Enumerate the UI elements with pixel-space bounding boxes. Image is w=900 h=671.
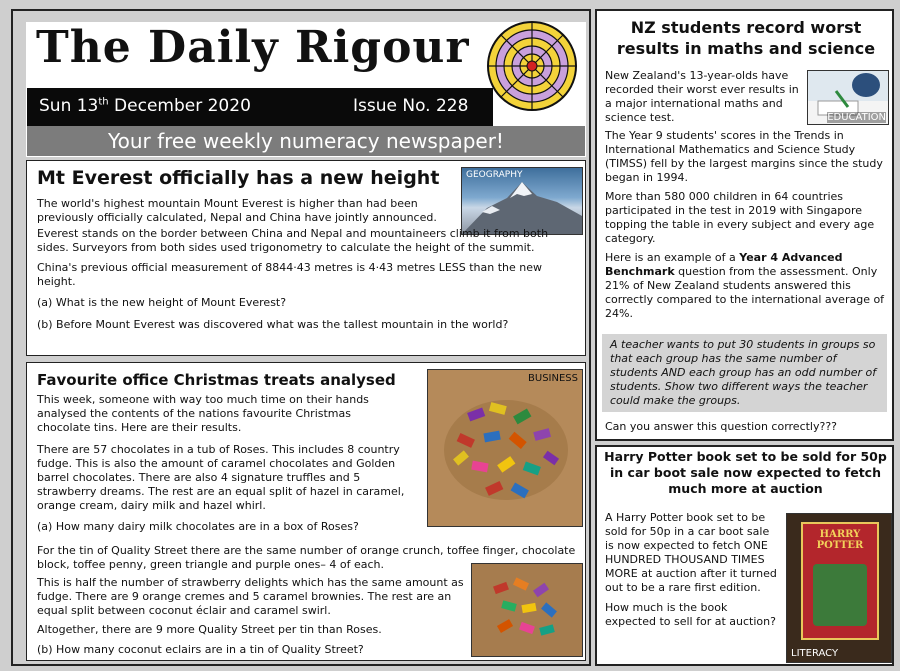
nz-article [595,9,894,441]
book-illustration [813,564,867,626]
potter-paragraph-1: A Harry Potter book set to be sold for 50p in a car boot sale is now expected to fetch ONE HUNDRED THOUSAND TIMES MORE at auction after it turned out to be a rare first edition. [605,511,777,594]
christmas-paragraph-1: This week, someone with way too much time on their hands analysed the contents of the nations favourite Christmas chocolate tins. Here are their results. [37,393,369,434]
nz-paragraph-1: New Zealand's 13-year-olds have recorded their worst ever results in a major international maths and science test. [605,69,799,124]
issue-number: Issue No. 228 [353,96,469,116]
nz-question-text: A teacher wants to put 30 students in groups so that each group has the same number of students AND each group has an odd number of students. Show two different ways the teacher could make the groups. [610,338,877,407]
christmas-paragraph-3: For the tin of Quality Street there are the same number of orange crunch, toffee finger, chocolate block, toffee penny, green triangle and purple ones– 4 of each. [37,544,576,571]
education-tag: EDUCATION [827,112,886,123]
date-issue-bar [27,88,493,126]
literacy-tag: LITERACY [791,648,839,659]
nz-closing-question: Can you answer this question correctly??? [605,420,838,433]
roses-image [427,369,583,527]
quality-street-image [471,563,583,657]
christmas-paragraph-2: There are 57 chocolates in a tub of Roses. This includes 8 country fudge. This is also the amount of caramel chocolates and Golden barrel chocolates. There are also 4 signature truffles and 5 strawberry dreams. The rest are an equal split of hazel in caramel, orange cream, dairy milk and hazel whirl. [37,443,405,512]
christmas-paragraph-4: This is half the number of strawberry delights which has the same amount as fudge. There are 9 orange cremes and 5 caramel brownies. The rest are an equal split between coconut éclair and caramel swirl. [37,576,464,617]
date-day: Sun 13 [39,96,99,116]
potter-book-image [786,513,892,663]
everest-paragraph-1: The world's highest mountain Mount Everest is higher than had been previously officially calculated, Nepal and China have jointly announced. [37,197,437,224]
book-title: HARRY POTTER [816,529,864,551]
potter-question: How much is the book expected to sell for at auction? [605,601,776,628]
christmas-question-b: (b) How many coconut eclairs are in a tin of Quality Street? [37,643,364,656]
everest-image [461,167,583,235]
nz-benchmark-label: Year 4 Advanced Benchmark [605,251,843,278]
potter-headline: Harry Potter book set to be sold for 50p in car boot sale now expected to fetch much more at auction [604,449,887,496]
masthead-title: The Daily Rigour [36,22,470,73]
nz-headline: NZ students record worst results in maths and science [616,18,876,58]
dartboard-icon [484,16,580,116]
everest-question-b: (b) Before Mount Everest was discovered what was the tallest mountain in the world? [37,318,509,331]
issue-date [39,96,251,116]
everest-paragraph-2: Everest stands on the border between China and Nepal and mountaineers climb it from both sides. Surveyors from both sides used trigonometry to calculate the height of the summit. [37,227,549,254]
education-image [807,70,889,125]
christmas-question-a: (a) How many dairy milk chocolates are in a box of Roses? [37,520,359,533]
nz-paragraph-4-end: question from the assessment. Only 21% of New Zealand students answered this correctly compared to the international average of 24%. [605,265,885,320]
geography-tag: GEOGRAPHY [466,170,523,180]
business-tag: BUSINESS [528,373,578,384]
nz-paragraph-2: The Year 9 students' scores in the Trends in International Mathematics and Science Study (TIMSS) fell by the largest margins since the study began in 1994. [605,129,883,184]
everest-headline: Mt Everest officially has a new height [37,167,440,189]
potter-article [595,445,894,666]
nz-paragraph-4 [605,251,889,321]
date-ordinal: th [98,96,109,108]
nz-paragraph-4-start: Here is an example of a [605,251,740,264]
tagline: Your free weekly numeracy newspaper! [27,126,585,156]
everest-question-a: (a) What is the new height of Mount Everest? [37,296,287,309]
everest-article [26,160,586,356]
date-month-year: December 2020 [108,96,251,116]
christmas-paragraph-5: Altogether, there are 9 more Quality Street per tin than Roses. [37,623,382,636]
christmas-headline: Favourite office Christmas treats analysed [37,371,396,389]
book-cover [801,522,879,640]
christmas-article [26,362,586,661]
everest-paragraph-3: China's previous official measurement of 8844·43 metres is 4·43 metres LESS than the new height. [37,261,543,288]
nz-paragraph-3: More than 580 000 children in 64 countries participated in the test in 2019 with Singapore topping the table in every subject and every age category. [605,190,875,245]
nz-question-box [602,334,887,412]
